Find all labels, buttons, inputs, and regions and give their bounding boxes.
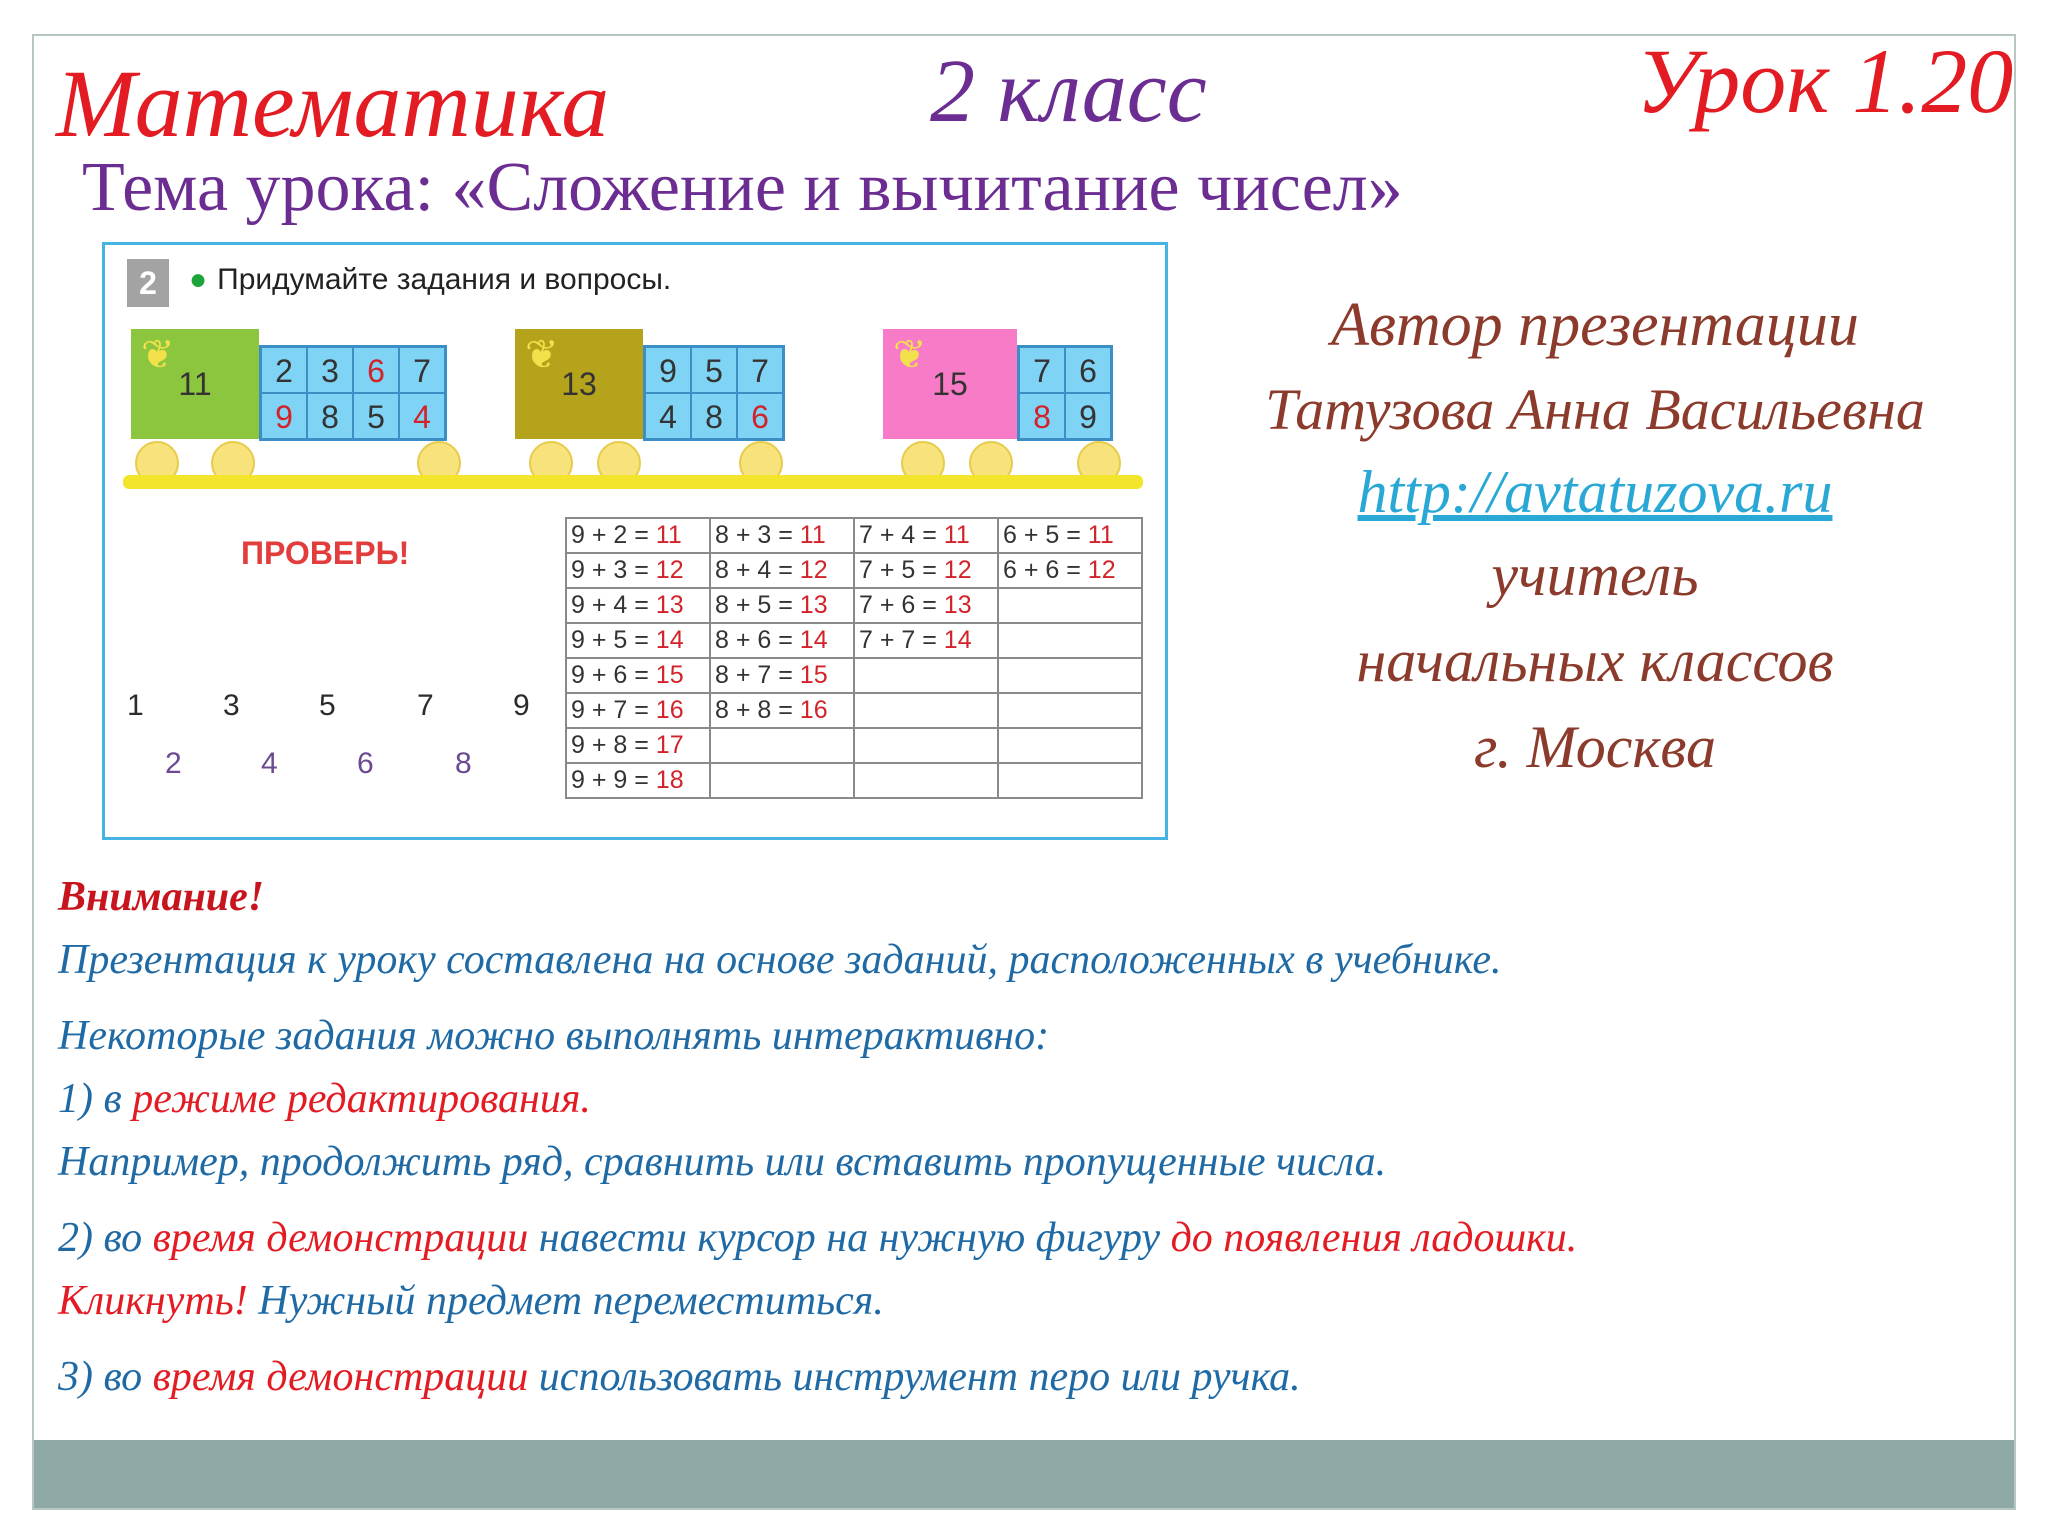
number-cell[interactable]: 9 xyxy=(645,347,691,393)
number[interactable]: 6 xyxy=(357,747,374,780)
equation-expression: 8 + 4 = xyxy=(715,556,800,584)
equation-answer: 12 xyxy=(943,556,972,584)
equation-answer: 14 xyxy=(943,626,972,654)
attention-heading: Внимание! xyxy=(58,874,265,920)
item-3-prefix: 3) во xyxy=(58,1354,153,1400)
car-label: 11 xyxy=(178,366,212,402)
equation-expression: 9 + 8 = xyxy=(571,731,656,759)
equation-answer: 12 xyxy=(1087,556,1116,584)
number-cell[interactable]: 2 xyxy=(261,347,307,393)
butterfly-icon: ❦ xyxy=(893,333,927,377)
number-cell[interactable]: 6 xyxy=(353,347,399,393)
train-car-13[interactable] xyxy=(515,329,643,439)
equation-expression: 6 + 6 = xyxy=(1003,556,1088,584)
equation-expression: 7 + 4 = xyxy=(859,521,944,549)
number-cell[interactable]: 6 xyxy=(737,393,783,439)
equation-row xyxy=(566,623,1142,658)
number[interactable]: 2 xyxy=(165,747,182,780)
equation-answer: 13 xyxy=(799,591,828,619)
bullet-icon: ● xyxy=(189,263,208,296)
number[interactable]: 9 xyxy=(513,689,530,722)
item-2-highlight-1: время демонстрации xyxy=(152,1215,529,1261)
grade-label: 2 класс xyxy=(930,42,1207,141)
item-1-highlight: режиме редактирования. xyxy=(132,1076,591,1122)
author-name: Татузова Анна Васильевна xyxy=(1265,377,1925,442)
number-cell[interactable]: 7 xyxy=(737,347,783,393)
equation-cell[interactable] xyxy=(710,623,854,658)
equation-answer: 13 xyxy=(655,591,684,619)
number-cell[interactable]: 5 xyxy=(691,347,737,393)
instructions-block xyxy=(58,866,1998,1409)
equation-answer: 12 xyxy=(655,556,684,584)
equation-answer: 13 xyxy=(943,591,972,619)
equation-cell[interactable] xyxy=(566,658,710,693)
equation-answer: 16 xyxy=(799,696,828,724)
equation-expression: 8 + 6 = xyxy=(715,626,800,654)
author-website-link[interactable]: http://avtatuzova.ru xyxy=(1357,459,1833,525)
item-2-rest: Нужный предмет переместиться. xyxy=(247,1278,884,1324)
equation-answer: 17 xyxy=(655,731,684,759)
equation-cell[interactable] xyxy=(710,553,854,588)
equation-cell[interactable] xyxy=(854,763,998,798)
equation-expression: 8 + 7 = xyxy=(715,661,800,689)
equation-expression: 9 + 2 = xyxy=(571,521,656,549)
number-cell[interactable]: 8 xyxy=(307,393,353,439)
equation-answer: 15 xyxy=(799,661,828,689)
equation-answer: 11 xyxy=(655,521,682,549)
equation-cell[interactable] xyxy=(710,693,854,728)
item-1 xyxy=(58,1068,1998,1131)
equation-cell[interactable] xyxy=(854,658,998,693)
equation-cell[interactable] xyxy=(998,518,1142,553)
equation-answer: 14 xyxy=(799,626,828,654)
equation-expression: 9 + 5 = xyxy=(571,626,656,654)
item-1-prefix: 1) в xyxy=(58,1076,133,1122)
author-role-detail: начальных классов xyxy=(1356,628,1834,694)
number[interactable]: 5 xyxy=(319,689,336,722)
equation-expression: 7 + 5 = xyxy=(859,556,944,584)
equation-cell[interactable] xyxy=(566,553,710,588)
number[interactable]: 8 xyxy=(455,747,472,780)
item-2-highlight-2: до появления ладошки. xyxy=(1170,1215,1578,1261)
equation-cell[interactable] xyxy=(566,588,710,623)
author-heading: Автор презентации xyxy=(1331,291,1859,359)
item-1-example: Например, продолжить ряд, сравнить или вставить пропущенные числа. xyxy=(58,1139,1387,1185)
equation-expression: 9 + 9 = xyxy=(571,766,656,794)
equation-row xyxy=(566,588,1142,623)
equation-cell[interactable] xyxy=(998,623,1142,658)
equation-cell[interactable] xyxy=(998,553,1142,588)
equation-cell[interactable] xyxy=(710,658,854,693)
task-instruction xyxy=(189,263,671,297)
item-2-middle: навести курсор на нужную фигуру xyxy=(528,1215,1171,1261)
number-cell[interactable]: 3 xyxy=(307,347,353,393)
butterfly-icon: ❦ xyxy=(525,333,559,377)
number[interactable]: 3 xyxy=(223,689,240,722)
equation-expression: 8 + 8 = xyxy=(715,696,800,724)
equation-answer: 11 xyxy=(1087,521,1114,549)
author-block xyxy=(1190,282,2000,790)
number[interactable]: 4 xyxy=(261,747,278,780)
equation-cell[interactable] xyxy=(854,553,998,588)
number-cell[interactable]: 4 xyxy=(399,393,445,439)
even-numbers-row xyxy=(165,747,525,787)
textbook-exercise xyxy=(102,242,1168,840)
equation-expression: 9 + 7 = xyxy=(571,696,656,724)
lesson-topic: Тема урока: «Сложение и вычитание чисел» xyxy=(82,149,1403,226)
equation-answer: 11 xyxy=(799,521,826,549)
equation-answer: 16 xyxy=(655,696,684,724)
equation-cell[interactable] xyxy=(854,728,998,763)
item-2-continued xyxy=(58,1270,1998,1333)
interactive-note: Некоторые задания можно выполнять интерактивно: xyxy=(58,1013,1050,1059)
task-instruction-text: Придумайте задания и вопросы. xyxy=(217,263,672,296)
equation-row xyxy=(566,553,1142,588)
equation-expression: 9 + 3 = xyxy=(571,556,656,584)
subject-title: Математика xyxy=(56,50,610,157)
equation-cell[interactable] xyxy=(566,623,710,658)
equation-expression: 9 + 4 = xyxy=(571,591,656,619)
butterfly-icon: ❦ xyxy=(141,333,175,377)
equation-answer: 18 xyxy=(655,766,684,794)
equation-cell[interactable] xyxy=(998,693,1142,728)
equations-table xyxy=(565,517,1143,799)
item-3 xyxy=(58,1346,1998,1409)
equation-row xyxy=(566,658,1142,693)
task-number: 2 xyxy=(127,259,169,307)
equation-answer: 12 xyxy=(799,556,828,584)
number[interactable]: 7 xyxy=(417,689,434,722)
number-cell[interactable]: 7 xyxy=(399,347,445,393)
number[interactable]: 1 xyxy=(127,689,144,722)
number-cell[interactable]: 9 xyxy=(1065,393,1111,439)
item-2-click: Кликнуть! xyxy=(58,1278,248,1324)
number-cell[interactable]: 8 xyxy=(691,393,737,439)
number-cell[interactable]: 6 xyxy=(1065,347,1111,393)
number-cell[interactable]: 8 xyxy=(1019,393,1065,439)
train-car-11[interactable] xyxy=(131,329,259,439)
equation-cell[interactable] xyxy=(998,728,1142,763)
author-role: учитель xyxy=(1491,542,1699,608)
equation-cell[interactable] xyxy=(566,693,710,728)
equation-answer: 11 xyxy=(943,521,970,549)
equation-answer: 15 xyxy=(655,661,684,689)
number-cell[interactable]: 9 xyxy=(261,393,307,439)
intro-note: Презентация к уроку составлена на основе заданий, расположенных в учебнике. xyxy=(58,937,1502,983)
equation-expression: 6 + 5 = xyxy=(1003,521,1088,549)
equation-cell[interactable] xyxy=(854,518,998,553)
number-cells-11[interactable] xyxy=(259,345,447,441)
equation-cell[interactable] xyxy=(998,763,1142,798)
equation-cell[interactable] xyxy=(710,763,854,798)
equation-expression: 9 + 6 = xyxy=(571,661,656,689)
equation-cell[interactable] xyxy=(710,518,854,553)
odd-numbers-row xyxy=(127,689,547,729)
equation-cell[interactable] xyxy=(998,588,1142,623)
equation-cell[interactable] xyxy=(854,693,998,728)
rail xyxy=(123,475,1143,489)
equation-cell[interactable] xyxy=(998,658,1142,693)
equation-row xyxy=(566,763,1142,798)
number-cell[interactable]: 7 xyxy=(1019,347,1065,393)
equation-expression: 8 + 3 = xyxy=(715,521,800,549)
equation-expression: 7 + 6 = xyxy=(859,591,944,619)
equation-cell[interactable] xyxy=(566,728,710,763)
equation-cell[interactable] xyxy=(854,623,998,658)
item-2-prefix: 2) во xyxy=(58,1215,153,1261)
number-cells-13[interactable] xyxy=(643,345,785,441)
equation-cell[interactable] xyxy=(710,728,854,763)
footer-band xyxy=(34,1440,2014,1508)
author-city: г. Москва xyxy=(1473,714,1717,780)
check-label: ПРОВЕРЬ! xyxy=(241,535,410,571)
number-cell[interactable]: 4 xyxy=(645,393,691,439)
item-3-rest: использовать инструмент перо или ручка. xyxy=(528,1354,1301,1400)
equation-answer: 14 xyxy=(655,626,684,654)
equation-cell[interactable] xyxy=(566,518,710,553)
equation-cell[interactable] xyxy=(566,763,710,798)
car-label: 13 xyxy=(561,366,597,402)
equation-cell[interactable] xyxy=(710,588,854,623)
item-3-highlight: время демонстрации xyxy=(152,1354,529,1400)
equation-expression: 8 + 5 = xyxy=(715,591,800,619)
number-cells-15[interactable] xyxy=(1017,345,1113,441)
equation-row xyxy=(566,518,1142,553)
item-2 xyxy=(58,1207,1998,1270)
equation-row xyxy=(566,693,1142,728)
car-label: 15 xyxy=(932,366,968,402)
number-cell[interactable]: 5 xyxy=(353,393,399,439)
equation-expression: 7 + 7 = xyxy=(859,626,944,654)
equation-cell[interactable] xyxy=(854,588,998,623)
train-car-15[interactable] xyxy=(883,329,1017,439)
equation-row xyxy=(566,728,1142,763)
lesson-number: Урок 1.20 xyxy=(1636,30,2014,132)
